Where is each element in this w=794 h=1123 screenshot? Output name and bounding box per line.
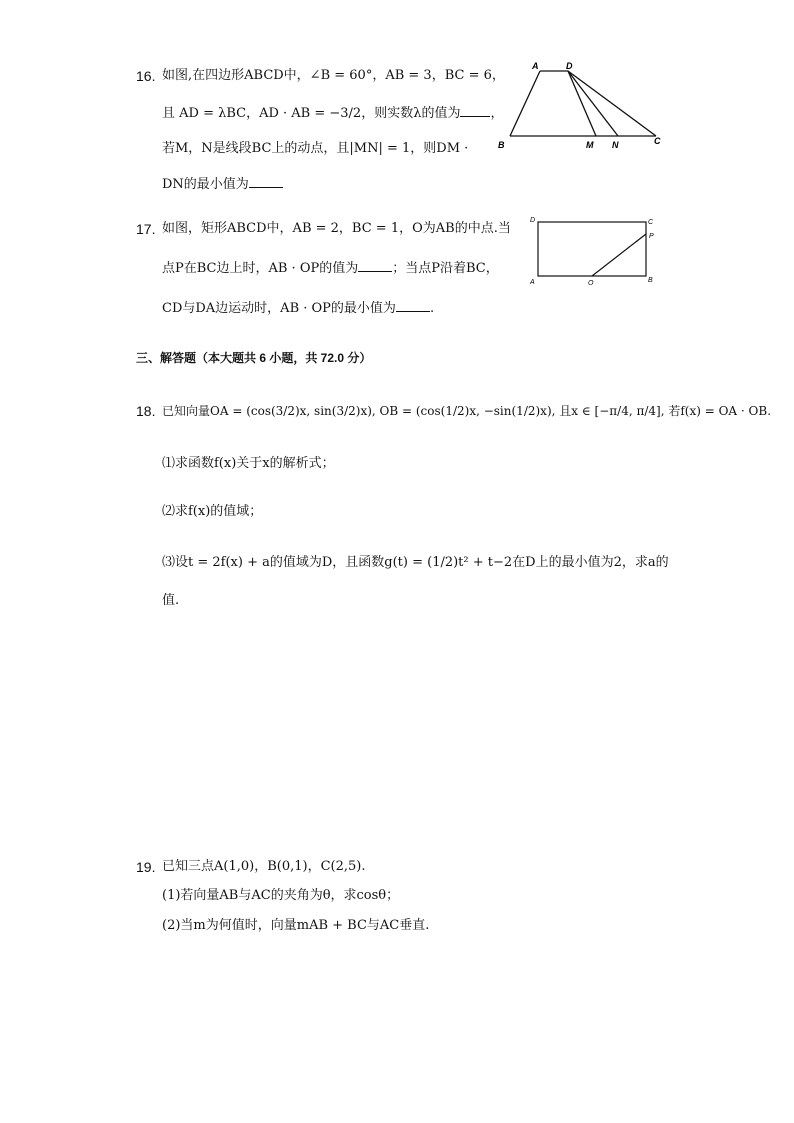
q17-line-3-text-a: CD与DA边运动时，AB · OP的最小值为 xyxy=(162,301,396,316)
q19-part-1: (1)若向量AB与AC的夹角为θ，求cosθ； xyxy=(162,888,400,903)
q16-answer-blank-1[interactable] xyxy=(460,103,490,117)
q16-line-2-text: 且 AD = λBC，AD · AB = −3/2，则实数λ的值为 xyxy=(162,106,461,121)
q16-trapezoid-figure xyxy=(494,58,666,150)
q17-line-2-text-a: 点P在BC边上时，AB · OP的值为 xyxy=(162,261,359,276)
q17-answer-blank-1[interactable] xyxy=(358,258,392,272)
q16-line-4 xyxy=(162,174,283,194)
q16-label-a: A xyxy=(532,61,539,71)
section-3-heading: 三、解答题（本大题共 6 小题，共 72.0 分） xyxy=(136,351,372,365)
q16-label-c: C xyxy=(654,136,661,146)
q18-part-2: ⑵求f(x)的值域； xyxy=(162,504,263,519)
q17-line-3 xyxy=(162,298,434,318)
q17-line-1: 如图，矩形ABCD中，AB = 2，BC = 1，O为AB的中点.当 xyxy=(162,221,511,236)
q16-line-2 xyxy=(162,103,503,123)
q16-line-4-text: DN的最小值为 xyxy=(162,177,249,192)
q17-line-2-text-b: ；当点P沿着BC， xyxy=(392,261,499,276)
q19-number: 19. xyxy=(136,859,156,875)
q16-line-1: 如图,在四边形ABCD中，∠B = 60°，AB = 3，BC = 6， xyxy=(162,68,505,83)
q16-label-d: D xyxy=(566,61,573,71)
q17-label-a: A xyxy=(530,279,535,286)
q16-line-3: 若M，N是线段BC上的动点，且|MN| = 1，则DM · xyxy=(162,141,469,156)
q16-label-b: B xyxy=(498,140,505,150)
q16-number: 16. xyxy=(136,68,156,84)
q16-edge-dn xyxy=(568,71,618,136)
q17-answer-blank-2[interactable] xyxy=(396,298,430,312)
q19-line-1: 已知三点A(1,0)，B(0,1)，C(2,5). xyxy=(162,859,366,874)
q17-rectangle-figure xyxy=(528,212,662,288)
q17-line-2 xyxy=(162,258,499,278)
q18-part-1: ⑴求函数f(x)关于x的解析式； xyxy=(162,456,335,471)
q16-edge-dc xyxy=(568,71,656,136)
q17-label-c: C xyxy=(648,219,654,226)
q18-part-3-continued: 值. xyxy=(162,593,180,608)
q17-segment-op xyxy=(592,234,646,276)
q16-label-n: N xyxy=(612,140,619,150)
q16-answer-blank-2[interactable] xyxy=(249,174,283,188)
q17-label-d: D xyxy=(530,217,536,224)
q17-number: 17. xyxy=(136,221,156,237)
q17-label-p: P xyxy=(649,233,654,240)
q16-label-m: M xyxy=(586,140,594,150)
q19-part-2: (2)当m为何值时，向量mAB + BC与AC垂直. xyxy=(162,918,430,933)
q16-line-2-end: ， xyxy=(490,106,504,121)
q16-edge-ab xyxy=(510,71,540,136)
q17-label-o: O xyxy=(588,280,594,287)
q17-line-3-text-b: . xyxy=(429,301,435,316)
q18-line-1: 已知向量OA = (cos(3/2)x, sin(3/2)x), OB = (cos(1/2)x, −sin(1/2)x), 且x ∈ [−π/4, π/4], 若f(x) = OA · OB. xyxy=(162,404,772,418)
q17-label-b: B xyxy=(648,277,653,284)
q17-rect-abcd xyxy=(538,222,646,276)
q18-number: 18. xyxy=(136,403,156,419)
q18-part-3: ⑶设t = 2f(x) + a的值域为D，且函数g(t) = (1/2)t² + t−2在D上的最小值为2，求a的 xyxy=(162,555,669,570)
